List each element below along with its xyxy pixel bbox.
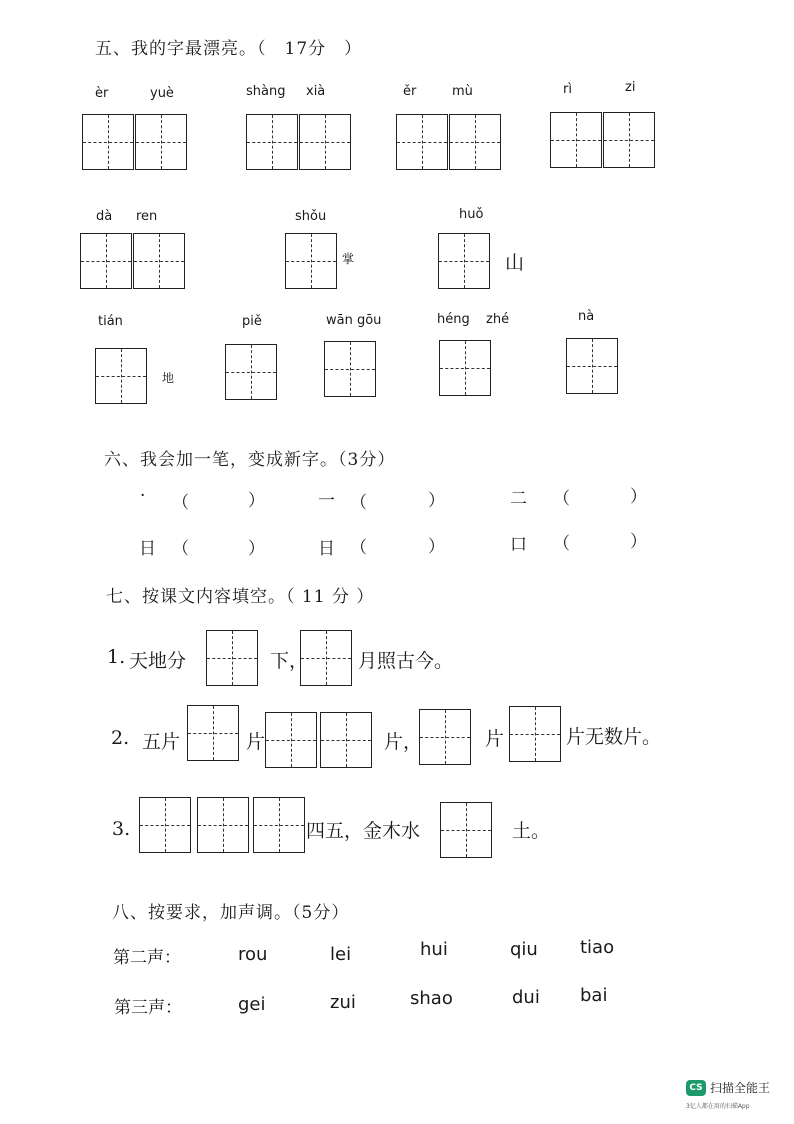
writing-grid-cell[interactable] — [396, 114, 448, 170]
writing-grid-cell[interactable] — [285, 233, 337, 289]
pinyin-item: hui — [420, 939, 448, 960]
watermark-tagline: 3亿人都在用的扫描App — [686, 1103, 750, 1110]
section6-title: 六、我会加一笔，变成新字。（3分） — [104, 450, 396, 470]
section7-title: 七、按课文内容填空。（ 11 分 ） — [106, 587, 375, 607]
poem-text: 片无数片。 — [566, 726, 662, 748]
writing-grid-cell[interactable] — [324, 341, 376, 397]
answer-grid-cell[interactable] — [206, 630, 258, 686]
bracket-open: （ — [172, 539, 189, 559]
bracket-open: （ — [553, 489, 570, 509]
poem-text: 天地分 — [129, 650, 187, 672]
pinyin: ěr — [403, 84, 417, 99]
pinyin-item: tiao — [580, 937, 615, 958]
pinyin: héng — [437, 312, 470, 327]
pinyin: zhé — [486, 312, 510, 327]
tone-label: 第二声： — [113, 948, 181, 968]
given-character: · — [140, 486, 146, 506]
poem-text: 月照古今。 — [358, 650, 454, 672]
writing-grid-cell[interactable] — [246, 114, 298, 170]
answer-grid-cell[interactable] — [253, 797, 305, 853]
given-character: 一 — [318, 491, 335, 511]
answer-grid-cell[interactable] — [300, 630, 352, 686]
answer-grid-cell[interactable] — [139, 797, 191, 853]
bracket-close: ） — [428, 491, 445, 511]
pinyin: dà — [96, 209, 113, 224]
answer-grid-cell[interactable] — [419, 709, 471, 765]
section8-title: 八、按要求，加声调。（5分） — [112, 903, 350, 923]
writing-grid-cell[interactable] — [439, 340, 491, 396]
pinyin: zi — [625, 80, 636, 95]
bracket-open: （ — [350, 538, 367, 558]
given-character: 口 — [510, 535, 527, 555]
pinyin: rì — [563, 82, 572, 97]
writing-grid-cell[interactable] — [438, 233, 490, 289]
answer-grid-cell[interactable] — [320, 712, 372, 768]
writing-grid-cell[interactable] — [225, 344, 277, 400]
bracket-open: （ — [350, 493, 367, 513]
given-character: 日 — [318, 539, 335, 559]
bracket-close: ） — [630, 487, 647, 507]
writing-grid-cell[interactable] — [603, 112, 655, 168]
given-character: 日 — [139, 539, 156, 559]
scanner-logo-icon: CS — [686, 1080, 706, 1096]
pinyin: tián — [98, 314, 123, 329]
poem-text: 片 — [485, 728, 505, 750]
tone-label: 第三声： — [114, 998, 182, 1018]
pinyin: nà — [578, 309, 595, 324]
pinyin-item: qiu — [510, 939, 538, 960]
writing-grid-cell[interactable] — [133, 233, 185, 289]
pinyin-item: lei — [330, 944, 352, 965]
pinyin: mù — [452, 84, 473, 99]
answer-grid-cell[interactable] — [197, 797, 249, 853]
writing-grid-cell[interactable] — [449, 114, 501, 170]
pinyin: wān gōu — [326, 313, 382, 328]
poem-text: 土。 — [512, 820, 551, 842]
line-number: 2. — [111, 727, 130, 749]
bracket-close: ） — [630, 532, 647, 552]
writing-grid-cell[interactable] — [82, 114, 134, 170]
writing-grid-cell[interactable] — [299, 114, 351, 170]
pinyin-item: dui — [512, 987, 540, 1008]
bracket-open: （ — [172, 493, 189, 513]
bracket-close: ） — [428, 537, 445, 557]
given-character: 二 — [510, 489, 527, 509]
poem-text: 四五，金木水 — [306, 820, 421, 842]
pinyin: ren — [136, 209, 158, 224]
pinyin: èr — [95, 86, 109, 101]
answer-grid-cell[interactable] — [509, 706, 561, 762]
writing-grid-cell[interactable] — [135, 114, 187, 170]
line-number: 1. — [107, 646, 126, 668]
pinyin: xià — [306, 84, 326, 99]
pinyin-item: rou — [238, 944, 268, 965]
pinyin-item: gei — [238, 994, 266, 1015]
bracket-close: ） — [248, 491, 265, 511]
bracket-close: ） — [248, 539, 265, 559]
pinyin-item: zui — [330, 992, 356, 1013]
poem-text: 片， — [384, 731, 423, 753]
writing-grid-cell[interactable] — [566, 338, 618, 394]
given-character: 地 — [162, 371, 175, 385]
given-character: 掌 — [342, 252, 355, 266]
pinyin: shàng — [246, 84, 286, 99]
pinyin: yuè — [150, 86, 174, 101]
writing-grid-cell[interactable] — [80, 233, 132, 289]
given-character: 山 — [505, 252, 525, 274]
writing-grid-cell[interactable] — [95, 348, 147, 404]
answer-grid-cell[interactable] — [187, 705, 239, 761]
pinyin: piě — [242, 314, 262, 329]
poem-text: 下， — [270, 650, 309, 672]
pinyin-item: shao — [410, 988, 453, 1009]
pinyin: huǒ — [459, 207, 484, 222]
poem-text: 片 — [246, 731, 266, 753]
line-number: 3. — [112, 818, 131, 840]
writing-grid-cell[interactable] — [550, 112, 602, 168]
bracket-open: （ — [553, 534, 570, 554]
answer-grid-cell[interactable] — [265, 712, 317, 768]
pinyin: shǒu — [295, 209, 327, 224]
answer-grid-cell[interactable] — [440, 802, 492, 858]
section5-title: 五、我的字最漂亮。（ 17分 ） — [95, 39, 363, 59]
watermark-name: 扫描全能王 — [710, 1081, 771, 1095]
poem-text: 五片 — [142, 731, 181, 753]
pinyin-item: bai — [580, 985, 608, 1006]
